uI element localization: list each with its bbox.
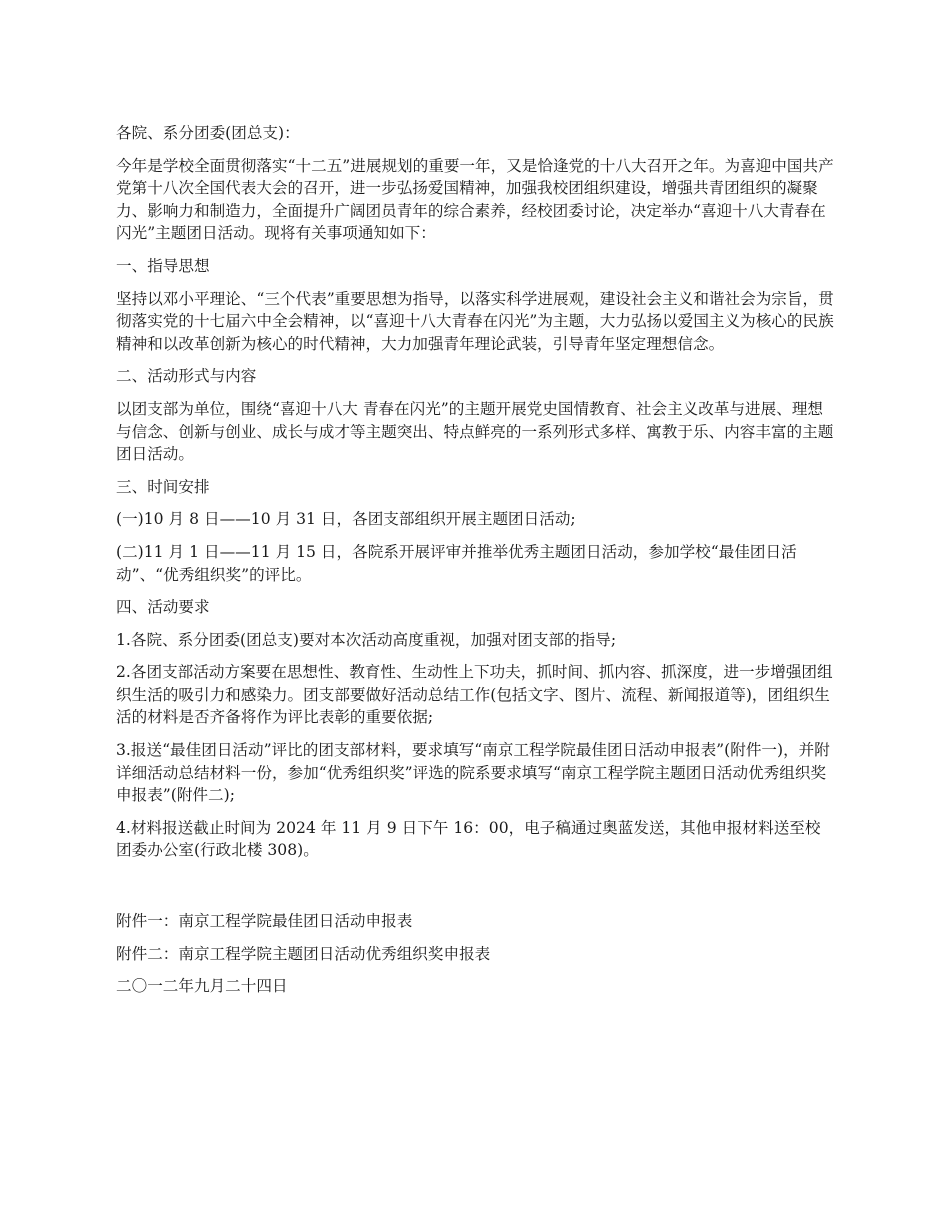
guiding-ideology-paragraph: 坚持以邓小平理论、“三个代表”重要思想为指导，以落实科学进展观，建设社会主义和谐社会为宗旨，贯彻落实党的十七届六中全会精神，以“喜迎十八大青春在闪光”为主题，大力弘扬以爱国主义为核心的民族精神和以改革创新为核心的时代精神，大力加强青年理论武装，引导青年坚定理想信念。 xyxy=(116,289,834,353)
schedule-item: (一)10 月 8 日——10 月 31 日，各团支部组织开展主题团日活动; xyxy=(116,510,576,529)
document-date: 二〇一二年九月二十四日 xyxy=(116,977,288,996)
section-heading-requirements: 四、活动要求 xyxy=(116,598,210,617)
salutation: 各院、系分团委(团总支)： xyxy=(116,124,300,142)
document-body xyxy=(116,122,834,998)
attachment-line: 附件二：南京工程学院主题团日活动优秀组织奖申报表 xyxy=(116,944,491,963)
requirement-item: 2.各团支部活动方案要在思想性、教育性、生动性上下功夫，抓时间、抓内容、抓深度，进一步增强团组织生活的吸引力和感染力。团支部要做好活动总结工作(包括文字、图片、流程、新闻报道等)，团组织生活的材料是否齐备将作为评比表彰的重要依据; xyxy=(116,663,833,727)
activity-form-paragraph: 以团支部为单位，围绕“喜迎十八大 青春在闪光”的主题开展党史国情教育、社会主义改革与进展、理想与信念、创新与创业、成长与成才等主题突出、特点鲜亮的一系列形式多样、寓教于乐、内容丰富的主题团日活动。 xyxy=(116,399,834,464)
requirement-item: 1.各院、系分团委(团总支)要对本次活动高度重视，加强对团支部的指导; xyxy=(116,630,617,649)
schedule-item: (二)11 月 1 日——11 月 15 日，各院系开展评审并推举优秀主题团日活动，参加学校“最佳团日活动”、“优秀组织奖”的评比。 xyxy=(116,542,797,584)
section-heading-activity-form: 二、活动形式与内容 xyxy=(116,367,257,386)
requirement-item: 4.材料报送截止时间为 2024 年 11 月 9 日下午 16：00，电子稿通过奥蓝发送，其他申报材料送至校团委办公室(行政北楼 308)。 xyxy=(116,818,821,860)
section-heading-schedule: 三、时间安排 xyxy=(116,477,210,496)
requirement-item: 3.报送“最佳团日活动”评比的团支部材料，要求填写“南京工程学院最佳团日活动申报表”(附件一)，并附详细活动总结材料一份，参加“优秀组织奖”评选的院系要求填写“南京工程学院主题团日活动优秀组织奖申报表”(附件二); xyxy=(116,741,830,805)
attachment-line: 附件一：南京工程学院最佳团日活动申报表 xyxy=(116,912,413,931)
intro-paragraph: 今年是学校全面贯彻落实“十二五”进展规划的重要一年，又是恰逢党的十八大召开之年。为喜迎中国共产党第十八次全国代表大会的召开，进一步弘扬爱国精神，加强我校团组织建设，增强共青团组织的凝聚力、影响力和制造力，全面提升广阔团员青年的综合素养，经校团委讨论，决定举办“喜迎十八大青春在闪光”主题团日活动。现将有关事项通知如下： xyxy=(116,156,834,243)
section-heading-guiding-ideology: 一、指导思想 xyxy=(116,256,210,275)
